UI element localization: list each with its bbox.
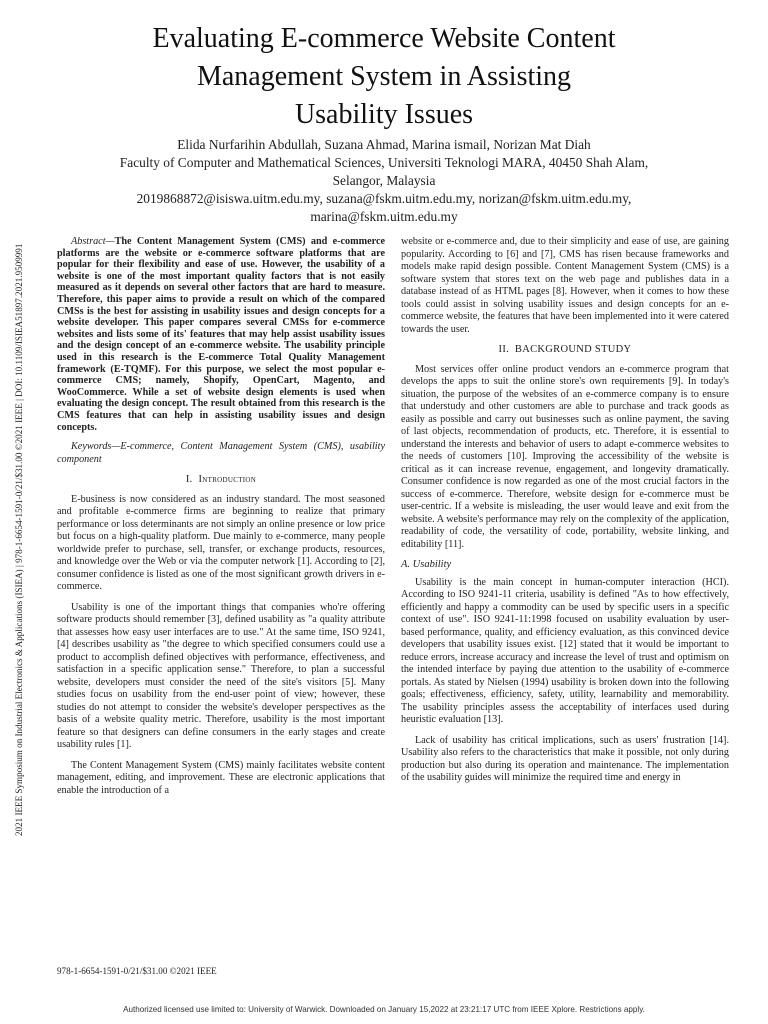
section-number: II. bbox=[498, 344, 510, 355]
paragraph: E-business is now considered as an industry standard. The most seasoned and profitable e-commerce firms are beginning to realize that primary performance or loss determinants are not simply an online presence or low price but focus on a high-quality platform. Due mainly to e-commerce, many people worldwide prefer to purchase, sell, transfer, or exchange products, resources, and knowledge over the Web or via the computer network [1]. According to [2], consumer confidence is listed as one of the most significant growth drivers in e-commerce. bbox=[57, 493, 385, 593]
abstract-text: The Content Management System (CMS) and e-commerce platforms are the website or e-commerce software platforms that are popular for their flexibility and ease of use. However, the usability of a website is one of the most important quality factors that is not easily measured as it depends on several other factors that are hard to measure. Therefore, this paper aims to provide a result on which of the compared CMSs is the best for assisting in usability issues and design concepts for a website developer. This paper compares several CMSs for e-commerce websites and lists some of its' features that may help assist usability issues and the design concept of an e-commerce website. The usability principle used in this research is the E-commerce Total Quality Management framework (E-TQMF). For this purpose, we select the most popular e-commerce CMS; namely, Shopify, OpenCart, Magento, and WooCommerce. While a set of website design elements is used when evaluating the design concept. The result obtained from this research is the CMS features that can help in assisting usability issues and design concepts. bbox=[57, 236, 385, 433]
abstract bbox=[57, 236, 385, 433]
title-line: Usability Issues bbox=[294, 99, 474, 130]
title-line: Evaluating E-commerce Website Content bbox=[152, 23, 616, 54]
paragraph: Most services offer online product vendors an e-commerce program that develops the apps to suit the online store's own requirements [9]. In today's situation, the purpose of the websites of an e-commerce company is to ensure that understudy and other customers are able to purchase and track goods as easily as possible and carry out businesses such as online payment, the saving of last objects, recommendation of products, etc. Therefore, it is essential to understand the interests and behavior of users to adapt e-commerce websites to the needs of customers [10]. Improving the accessibility of the website is critical as it can increase revenue, engagement, and longevity dramatically. Consumer confidence is now regarded as one of the most crucial factors in the success of e-commerce. Therefore, website design for e-commerce must be user-centric. If a website is misleading, the user would leave and exit from the website. A website's performance may rely on the complexity of the application, readability of code, the versatility of code, portability, website linking, and editability [11]. bbox=[401, 363, 729, 550]
paragraph: website or e-commerce and, due to their simplicity and ease of use, are gaining popularity. According to [6] and [7], CMS has risen because frameworks and models make rapid design possible. Content Management System (CMS) is a software system that stores text on the web page and publishes data in a database instead of as HTML pages [8]. However, when it comes to how these tools could assist in solving usability issues and design concepts for an e-commerce website, the features that have been implemented into it were catered towards the user. bbox=[401, 236, 729, 335]
paragraph: Lack of usability has critical implications, such as users' frustration [14]. Usability also refers to the characteristics that make it possible, not only during production but also during its operation and maintenance. The implementation of the usability guides will minimize the required time and energy in bbox=[401, 734, 729, 783]
paragraph: Usability is the main concept in human-computer interaction (HCI). According to ISO 9241-11 criteria, usability is defined "As to how effectively, efficiently and happy a commodity can be used by specific users in a specific context of use". ISO 9241-11:1998 focused on usability evaluation by user-based performance, quality, and efficiency evaluation, as this convinced device developers that usability issues exist. [12] stated that it would be important to reduce errors, increase accuracy and increase the level of trust and optimism on the intended interface by paying due attention to the usability of e-commerce portals. As stated by Nielsen (1994) usability is broken down into the following goals; effectiveness, efficiency, safety, utility, learnability and memorability. The usability principles assess the acceptability of interfaces used during heuristic evaluation [13]. bbox=[401, 576, 729, 725]
license-notice: Authorized licensed use limited to: University of Warwick. Downloaded on January 15,2022 at 23:21:17 UTC from IEEE Xplore. Restrictions apply. bbox=[123, 1005, 645, 1014]
affiliation: Faculty of Computer and Mathematical Sciences, Universiti Teknologi MARA, 40450 Shah Alam, bbox=[119, 155, 649, 170]
subsection-heading-usability: A. Usability bbox=[401, 559, 452, 570]
abstract-label: Abstract— bbox=[71, 236, 115, 247]
side-citation: 2021 IEEE Symposium on Industrial Electronics & Applications (ISIEA) | 978-1-6654-1591-0/21/$31.00 ©2021 IEEE | DOI: 10.1109/ISIEA51897.2021.9509991 bbox=[14, 243, 24, 836]
section-number: I. bbox=[185, 474, 193, 486]
copyright-line: 978-1-6654-1591-0/21/$31.00 ©2021 IEEE bbox=[57, 966, 217, 976]
section-title: BACKGROUND STUDY bbox=[514, 344, 632, 355]
paper-title bbox=[0, 20, 768, 134]
section-title: Introduction bbox=[198, 474, 257, 486]
right-column bbox=[401, 236, 729, 793]
paragraph: The Content Management System (CMS) mainly facilitates website content management, editing, and improvement. These are electronic applications that enable the introduction of a bbox=[57, 759, 385, 796]
section-heading-introduction bbox=[57, 474, 385, 487]
left-column bbox=[57, 236, 385, 805]
title-line: Management System in Assisting bbox=[196, 61, 572, 92]
affiliation-location: Selangor, Malaysia bbox=[332, 173, 436, 188]
paragraph: Usability is one of the important things that companies who're offering software products should remember [3], defined usability as "a quality attribute that assesses how easy user interfaces are to use." At the same time, ISO 9241, [4] describes usability as "the degree to which specified consumers could use a product to accomplish defined objectives with performance, effectiveness, and satisfaction in a specific application sense." Therefore, to plan a successful website, developers must consider the need of the site's visitors [5]. Many studies focus on usability from the end-user point of view; however, these studies do not attempt to consider the website's developer perspectives as the basis of a website quality metric. Therefore, usability is the most important feature so that designers can define consumers in the early stages and create usability rules [1]. bbox=[57, 601, 385, 751]
section-heading-background bbox=[401, 344, 729, 357]
author-names: Elida Nurfarihin Abdullah, Suzana Ahmad, Marina ismail, Norizan Mat Diah bbox=[177, 137, 591, 152]
author-emails: 2019868872@isiswa.uitm.edu.my, suzana@fskm.uitm.edu.my, norizan@fskm.uitm.edu.my, bbox=[136, 191, 632, 206]
author-emails: marina@fskm.uitm.edu.my bbox=[310, 209, 458, 224]
keywords: Keywords—E-commerce, Content Management System (CMS), usability component bbox=[57, 441, 385, 465]
author-block bbox=[0, 136, 768, 226]
